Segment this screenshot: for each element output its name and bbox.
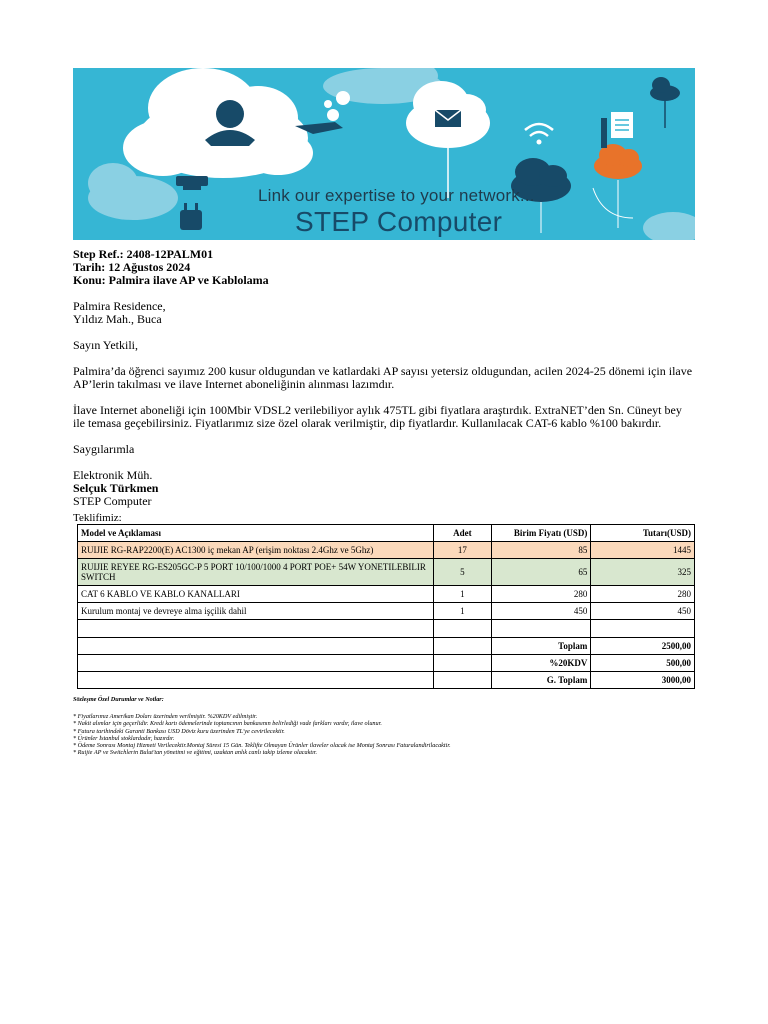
header-banner <box>73 68 695 240</box>
letter-body <box>73 248 695 525</box>
note-item: * Ödeme Sonrası Montaj Hizmeti Verilecektir.Montaj Süresi 15 Gün. Teklifte Olmayan Ürünler ilaveler olacak ise Montaj Sonrası Faturalandirilacaktir. <box>73 742 451 750</box>
reference-line: Step Ref.: 2408-12PALM01 <box>73 247 214 261</box>
paragraph-2: İlave Internet aboneliği için 100Mbir VDSL2 verilebiliyor aylık 475TL gibi fiyatlara araştırdık. ExtraNET’den Sn. Cüneyt bey ile temasa geçebilirsiniz. Fiyatlarımız size özel olarak verilmiştir, dip fiyatlardır. Kullanılacak CAT-6 kablo %100 bakırdır. <box>73 403 682 430</box>
recipient-line-1: Palmira Residence, <box>73 299 166 313</box>
vat-label: %20KDV <box>491 655 591 672</box>
table-row <box>78 603 695 620</box>
grand-total-label: G. Toplam <box>491 672 591 689</box>
note-item: * Ruijie AP ve Switchlerin Bulut'tan yönetimi ve eğitimi, uzaktan anlık canlı takip izleme olacaktır. <box>73 749 318 757</box>
date-line: Tarih: 12 Ağustos 2024 <box>73 260 191 274</box>
note-item: * Nakit alımlar için geçerlidir. Kredi kartı ödemelerinde toptancının bankasının belirlediği vade farkları vardır, ilave olunur. <box>73 720 382 728</box>
total-row <box>78 638 695 655</box>
note-item: * Ürünler İstanbul stoklardadır, hazırdır. <box>73 734 175 742</box>
column-header-qty: Adet <box>433 525 491 542</box>
banner-tagline: Link our expertise to your network... <box>258 186 535 205</box>
total-label: Toplam <box>491 638 591 655</box>
grand-total-row <box>78 672 695 689</box>
subject-line: Konu: Palmira ilave AP ve Kablolama <box>73 273 269 287</box>
row-unit-price: 280 <box>491 586 591 603</box>
table-header-row <box>78 525 695 542</box>
row-description: Kurulum montaj ve devreye alma işçilik dahil <box>78 603 434 620</box>
column-header-total: Tutarı(USD) <box>591 525 695 542</box>
signature-name: Selçuk Türkmen <box>73 481 159 495</box>
table-row <box>78 586 695 603</box>
note-item: * Fiyatlarımız Amerikan Doları üzerinden verilmiştir. %20KDV edilmiştir. <box>73 713 258 721</box>
quote-table <box>77 524 695 689</box>
row-total: 280 <box>591 586 695 603</box>
banner-brand: STEP Computer <box>295 206 503 237</box>
vat-value: 500,00 <box>591 655 695 672</box>
row-total: 325 <box>591 559 695 586</box>
column-header-unit-price: Birim Fiyatı (USD) <box>491 525 591 542</box>
row-unit-price: 85 <box>491 542 591 559</box>
row-total: 450 <box>591 603 695 620</box>
note-item: * Fatura tarihindeki Garanti Bankası USD Döviz kuru üzerinden TL'ye cevirilecektir. <box>73 727 285 735</box>
recipient-line-2: Yıldız Mah., Buca <box>73 312 162 326</box>
greeting: Sayın Yetkili, <box>73 338 139 352</box>
table-row <box>78 542 695 559</box>
table-row <box>78 559 695 586</box>
row-unit-price: 65 <box>491 559 591 586</box>
row-description: RUIJIE REYEE RG-ES205GC-P 5 PORT 10/100/1000 4 PORT POE+ 54W YONETILEBILIR SWITCH <box>78 559 434 586</box>
grand-total-value: 3000,00 <box>591 672 695 689</box>
row-qty: 17 <box>433 542 491 559</box>
column-header-model: Model ve Açıklaması <box>78 525 434 542</box>
quote-label: Teklifimiz: <box>73 512 122 524</box>
paragraph-1: Palmira’da öğrenci sayımız 200 kusur oldugundan ve katlardaki AP sayısı yetersiz oldugundan, acilen 2024-25 dönemi için ilave AP’lerin takılması ve ilave Internet aboneliğinin alınması lazımdır. <box>73 364 693 391</box>
notes-title: Sözleşme Özel Durumlar ve Notlar: <box>73 696 164 703</box>
vat-row <box>78 655 695 672</box>
row-description: CAT 6 KABLO VE KABLO KANALLARI <box>78 586 434 603</box>
row-qty: 1 <box>433 603 491 620</box>
contract-notes <box>73 696 695 756</box>
row-description: RUIJIE RG-RAP2200(E) AC1300 iç mekan AP (erişim noktası 2.4Ghz ve 5Ghz) <box>78 542 434 559</box>
table-row-empty <box>78 620 695 638</box>
row-qty: 5 <box>433 559 491 586</box>
row-unit-price: 450 <box>491 603 591 620</box>
signature-company: STEP Computer <box>73 494 152 508</box>
total-value: 2500,00 <box>591 638 695 655</box>
banner-text <box>73 68 695 240</box>
closing: Saygılarımla <box>73 442 135 456</box>
row-total: 1445 <box>591 542 695 559</box>
signature-title: Elektronik Müh. <box>73 468 153 482</box>
row-qty: 1 <box>433 586 491 603</box>
